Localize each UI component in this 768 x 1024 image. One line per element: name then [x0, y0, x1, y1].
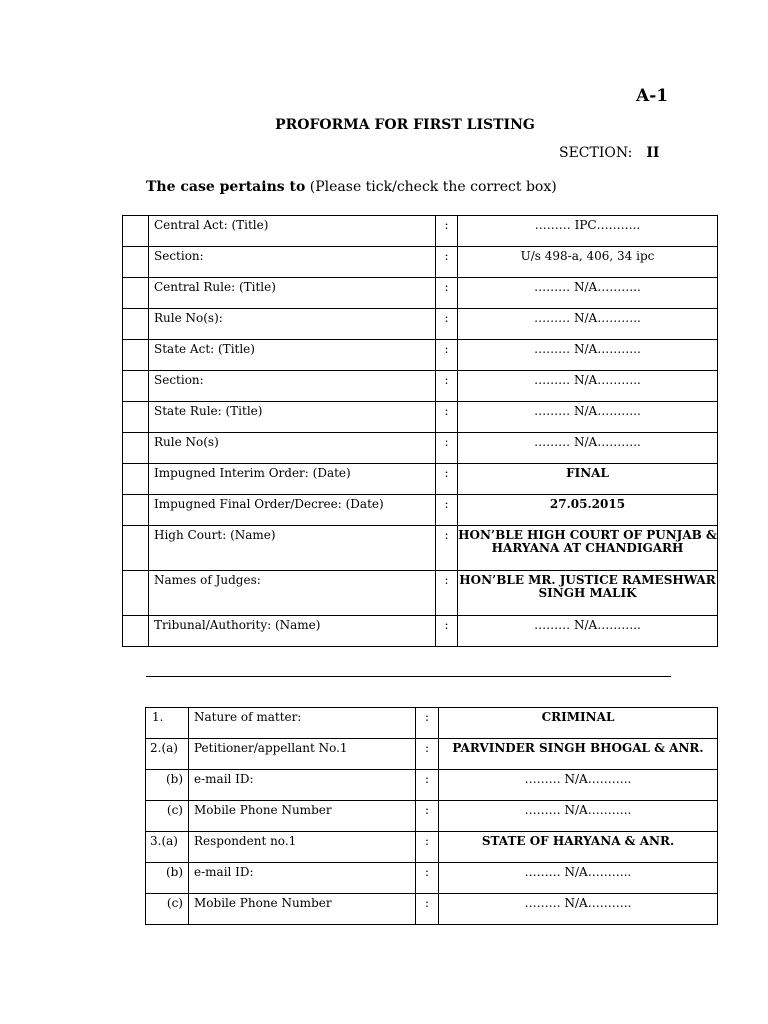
row-number: (c): [146, 801, 189, 832]
row-label: Section:: [149, 247, 436, 278]
checkbox-cell[interactable]: [123, 278, 149, 309]
row-separator: :: [436, 571, 458, 616]
row-separator: :: [436, 402, 458, 433]
row-label: Rule No(s): [149, 433, 436, 464]
row-separator: :: [436, 526, 458, 571]
row-separator: :: [436, 278, 458, 309]
row-label: Central Rule: (Title): [149, 278, 436, 309]
row-separator: :: [436, 247, 458, 278]
checkbox-cell[interactable]: [123, 216, 149, 247]
row-separator: :: [416, 770, 439, 801]
row-separator: :: [436, 371, 458, 402]
checkbox-cell[interactable]: [123, 402, 149, 433]
row-label: Impugned Final Order/Decree: (Date): [149, 495, 436, 526]
row-separator: :: [436, 340, 458, 371]
case-pertains-line: [146, 179, 557, 195]
table-row: [123, 216, 718, 247]
table-row: [123, 402, 718, 433]
row-value: ……… N/A………..: [458, 616, 718, 647]
party-details-table: [145, 707, 718, 925]
row-separator: :: [416, 739, 439, 770]
row-value: HON’BLE HIGH COURT OF PUNJAB & HARYANA AT CHANDIGARH: [458, 526, 718, 571]
row-label: Names of Judges:: [149, 571, 436, 616]
row-label: Nature of matter:: [189, 708, 416, 739]
row-value: HON’BLE MR. JUSTICE RAMESHWAR SINGH MALIK: [458, 571, 718, 616]
table-row: [123, 616, 718, 647]
table-row: [123, 464, 718, 495]
row-separator: :: [436, 464, 458, 495]
row-label: Impugned Interim Order: (Date): [149, 464, 436, 495]
row-value: 27.05.2015: [458, 495, 718, 526]
section-label: SECTION:: [559, 145, 633, 161]
section-value: II: [646, 145, 660, 161]
row-value: FINAL: [458, 464, 718, 495]
page-title: PROFORMA FOR FIRST LISTING: [275, 117, 535, 133]
table-row: [146, 832, 718, 863]
row-label: High Court: (Name): [149, 526, 436, 571]
case-pertains-note: (Please tick/check the correct box): [309, 179, 557, 195]
table-row: [146, 801, 718, 832]
row-label: Rule No(s):: [149, 309, 436, 340]
section-line: [559, 145, 659, 161]
row-value: ……… N/A………..: [458, 340, 718, 371]
table-row: [123, 247, 718, 278]
row-label: Section:: [149, 371, 436, 402]
checkbox-cell[interactable]: [123, 309, 149, 340]
checkbox-cell[interactable]: [123, 433, 149, 464]
checkbox-cell[interactable]: [123, 247, 149, 278]
row-number: 3.(a): [146, 832, 189, 863]
row-label: Central Act: (Title): [149, 216, 436, 247]
row-value: ……… N/A………..: [458, 309, 718, 340]
row-label: Tribunal/Authority: (Name): [149, 616, 436, 647]
row-value: U/s 498-a, 406, 34 ipc: [458, 247, 718, 278]
row-separator: :: [436, 309, 458, 340]
row-number: 1.: [146, 708, 189, 739]
row-value: ……… N/A………..: [458, 433, 718, 464]
row-value: ……… N/A………..: [458, 371, 718, 402]
row-value: PARVINDER SINGH BHOGAL & ANR.: [439, 739, 718, 770]
row-label: State Act: (Title): [149, 340, 436, 371]
row-label: Mobile Phone Number: [189, 894, 416, 925]
table-row: [146, 894, 718, 925]
row-separator: :: [416, 708, 439, 739]
row-number: (b): [146, 770, 189, 801]
row-number: 2.(a): [146, 739, 189, 770]
row-separator: :: [416, 832, 439, 863]
checkbox-cell[interactable]: [123, 616, 149, 647]
row-separator: :: [416, 801, 439, 832]
row-value: ……… N/A………..: [439, 801, 718, 832]
row-separator: :: [436, 433, 458, 464]
checkbox-cell[interactable]: [123, 571, 149, 616]
row-separator: :: [436, 216, 458, 247]
case-pertains-label: The case pertains to: [146, 179, 306, 195]
checkbox-cell[interactable]: [123, 495, 149, 526]
table-row: [123, 433, 718, 464]
table-row: [123, 309, 718, 340]
row-label: e-mail ID:: [189, 770, 416, 801]
checkbox-cell[interactable]: [123, 371, 149, 402]
row-label: e-mail ID:: [189, 863, 416, 894]
table-row: [123, 571, 718, 616]
row-value: CRIMINAL: [439, 708, 718, 739]
table-row: [123, 371, 718, 402]
table-row: [146, 739, 718, 770]
table-row: [146, 770, 718, 801]
table-row: [123, 526, 718, 571]
row-label: State Rule: (Title): [149, 402, 436, 433]
table-row: [146, 708, 718, 739]
row-value: ……… N/A………..: [458, 278, 718, 309]
form-code: A-1: [636, 86, 669, 106]
table-row: [146, 863, 718, 894]
row-value: ……… N/A………..: [439, 863, 718, 894]
row-value: STATE OF HARYANA & ANR.: [439, 832, 718, 863]
row-separator: :: [416, 894, 439, 925]
table-row: [123, 495, 718, 526]
row-separator: :: [436, 616, 458, 647]
row-value: ……… N/A………..: [439, 894, 718, 925]
horizontal-divider: [146, 676, 671, 677]
row-value: ……… N/A………..: [458, 402, 718, 433]
row-label: Respondent no.1: [189, 832, 416, 863]
row-value: ……… IPC………..: [458, 216, 718, 247]
row-number: (b): [146, 863, 189, 894]
row-separator: :: [436, 495, 458, 526]
row-separator: :: [416, 863, 439, 894]
checkbox-cell[interactable]: [123, 340, 149, 371]
row-label: Petitioner/appellant No.1: [189, 739, 416, 770]
row-label: Mobile Phone Number: [189, 801, 416, 832]
checkbox-cell[interactable]: [123, 526, 149, 571]
checkbox-cell[interactable]: [123, 464, 149, 495]
row-value: ……… N/A………..: [439, 770, 718, 801]
table-row: [123, 278, 718, 309]
row-number: (c): [146, 894, 189, 925]
case-details-table: [122, 215, 718, 647]
table-row: [123, 340, 718, 371]
